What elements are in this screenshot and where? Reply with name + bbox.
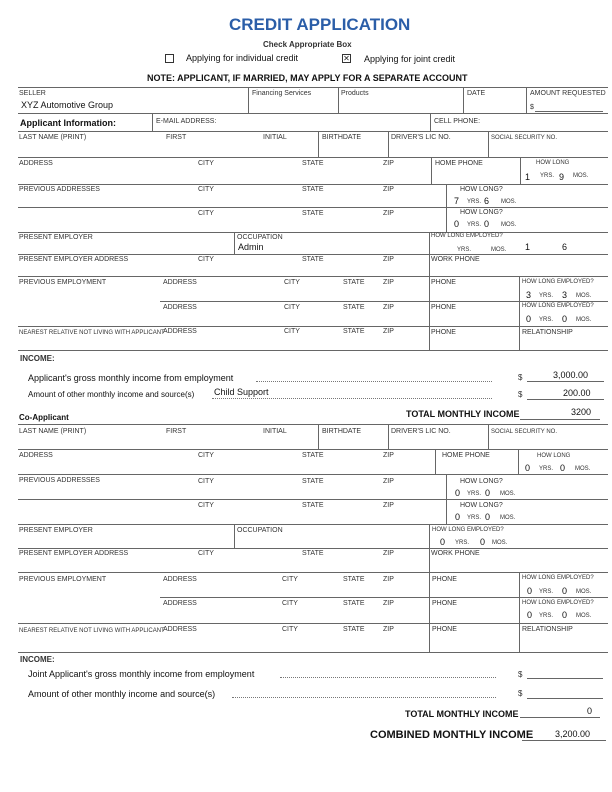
state-label: STATE	[343, 600, 365, 607]
yrs-label: YRS.	[455, 540, 470, 546]
city-label: CITY	[282, 626, 298, 633]
total-monthly-income-label: TOTAL MONTHLY INCOME	[406, 409, 520, 419]
gross-income-label: Applicant's gross monthly income from employment	[28, 373, 234, 383]
city-label: CITY	[198, 210, 214, 217]
zip-label: ZIP	[383, 626, 394, 633]
prev1-years-value[interactable]: 7	[454, 196, 460, 206]
how-long-employed-label: HOW LONG EMPLOYED?	[522, 600, 594, 606]
state-label: STATE	[302, 256, 324, 263]
city-label: CITY	[198, 550, 214, 557]
address-label: ADDRESS	[19, 452, 53, 459]
mos-label: MOS.	[501, 222, 517, 228]
checkmark-icon: ✕	[343, 54, 350, 63]
how-long-label: HOW LONG	[536, 160, 570, 166]
mos-label: MOS.	[500, 515, 516, 521]
last-name-label: LAST NAME (PRINT)	[19, 428, 87, 435]
date-label: DATE	[467, 90, 486, 97]
state-label: STATE	[343, 626, 365, 633]
combined-monthly-income-field[interactable]: 3,200.00	[555, 729, 591, 739]
joint-gross-income-field[interactable]	[527, 678, 603, 679]
ssn-label: SOCIAL SECURITY NO.	[491, 135, 558, 141]
prev2-years-value[interactable]: 0	[454, 219, 460, 229]
how-long-question: HOW LONG?	[460, 478, 503, 485]
prev2-months-value[interactable]: 0	[484, 219, 490, 229]
co-current-months-value[interactable]: 0	[560, 463, 566, 473]
amount-dollar: $	[530, 104, 534, 111]
zip-label: ZIP	[383, 576, 394, 583]
initial-label: INITIAL	[263, 134, 287, 141]
yrs-label: YRS.	[539, 317, 554, 323]
city-label: CITY	[198, 256, 214, 263]
total-monthly-income-label: TOTAL MONTHLY INCOME	[405, 709, 519, 719]
dollar-sign: $	[518, 670, 523, 679]
joint-credit-checkbox[interactable]	[342, 54, 351, 63]
phone-label: PHONE	[431, 329, 456, 336]
yrs-label: YRS.	[467, 515, 482, 521]
mos-label: MOS.	[576, 589, 592, 595]
state-label: STATE	[302, 550, 324, 557]
city-label: CITY	[282, 576, 298, 583]
prev-addresses-label: PREVIOUS ADDRESSES	[19, 477, 100, 484]
how-long-employed-label: HOW LONG EMPLOYED?	[431, 233, 503, 239]
home-phone-label: HOME PHONE	[442, 452, 490, 459]
state-label: STATE	[302, 210, 324, 217]
employer-address-label: PRESENT EMPLOYER ADDRESS	[19, 256, 129, 263]
yrs-label: YRS.	[539, 466, 554, 472]
state-label: STATE	[302, 478, 324, 485]
city-label: CITY	[282, 600, 298, 607]
co-current-years-value[interactable]: 0	[525, 463, 531, 473]
co-employed-months-value[interactable]: 0	[480, 537, 486, 547]
co-prev2-months-value[interactable]: 0	[485, 512, 491, 522]
prev-emp2-months-value[interactable]: 0	[562, 314, 568, 324]
mos-label: MOS.	[576, 317, 592, 323]
co-prev2-years-value[interactable]: 0	[455, 512, 461, 522]
yrs-label: YRS.	[540, 173, 555, 179]
joint-other-income-label: Amount of other monthly income and source(s)	[28, 689, 216, 699]
how-long-question: HOW LONG?	[460, 186, 503, 193]
relationship-label: RELATIONSHIP	[522, 626, 573, 633]
mos-label: MOS.	[500, 491, 516, 497]
yrs-label: YRS.	[539, 613, 554, 619]
zip-label: ZIP	[383, 279, 394, 286]
city-label: CITY	[284, 304, 300, 311]
prev-employment-label: PREVIOUS EMPLOYMENT	[19, 279, 107, 286]
work-phone-label: WORK PHONE	[431, 256, 480, 263]
mos-label: MOS.	[575, 466, 591, 472]
city-label: CITY	[198, 452, 214, 459]
state-label: STATE	[343, 328, 365, 335]
other-income-field[interactable]: 200.00	[563, 388, 591, 398]
co-prev-emp1-months-value[interactable]: 0	[562, 586, 568, 596]
nearest-relative-label: NEAREST RELATIVE NOT LIVING WITH APPLICANT	[19, 628, 165, 634]
yrs-label: YRS.	[467, 491, 482, 497]
ssn-label: SOCIAL SECURITY NO.	[491, 429, 558, 435]
birthdate-label: BIRTHDATE	[322, 134, 362, 141]
present-employer-label: PRESENT EMPLOYER	[19, 527, 93, 534]
birthdate-label: BIRTHDATE	[322, 428, 362, 435]
how-long-employed-label: HOW LONG EMPLOYED?	[522, 303, 594, 309]
state-label: STATE	[302, 160, 324, 167]
address-label: ADDRESS	[19, 160, 53, 167]
occupation-field[interactable]: Admin	[238, 242, 264, 252]
last-name-label: LAST NAME (PRINT)	[19, 134, 87, 141]
zip-label: ZIP	[383, 256, 394, 263]
occupation-label: OCCUPATION	[237, 234, 283, 241]
yrs-label: YRS.	[467, 222, 482, 228]
amount-requested-label: AMOUNT REQUESTED	[530, 90, 606, 97]
joint-credit-label: Applying for joint credit	[364, 54, 456, 64]
prev-emp1-years-value[interactable]: 3	[526, 290, 532, 300]
joint-other-income-field[interactable]	[527, 698, 603, 699]
joint-gross-income-label: Joint Applicant's gross monthly income from employment	[28, 669, 255, 679]
how-long-question: HOW LONG?	[460, 502, 503, 509]
address-label: ADDRESS	[163, 600, 197, 607]
employed-years-value[interactable]: 1	[525, 242, 531, 252]
seller-field[interactable]: XYZ Automotive Group	[21, 100, 114, 110]
zip-label: ZIP	[383, 160, 394, 167]
first-name-label: FIRST	[166, 134, 187, 141]
city-label: CITY	[198, 186, 214, 193]
mos-label: MOS.	[491, 247, 507, 253]
co-prev-emp1-years-value[interactable]: 0	[527, 586, 533, 596]
individual-credit-checkbox[interactable]	[165, 54, 174, 63]
zip-label: ZIP	[383, 304, 394, 311]
other-income-source-field[interactable]: Child Support	[214, 387, 269, 397]
present-employer-label: PRESENT EMPLOYER	[19, 234, 93, 241]
current-years-value[interactable]: 1	[525, 172, 531, 182]
zip-label: ZIP	[383, 186, 394, 193]
prev-addresses-label: PREVIOUS ADDRESSES	[19, 186, 100, 193]
married-note: NOTE: APPLICANT, IF MARRIED, MAY APPLY FOR A SEPARATE ACCOUNT	[147, 73, 468, 83]
zip-label: ZIP	[383, 328, 394, 335]
city-label: CITY	[198, 160, 214, 167]
current-months-value[interactable]: 9	[559, 172, 565, 182]
how-long-employed-label: HOW LONG EMPLOYED?	[432, 527, 504, 533]
city-label: CITY	[284, 279, 300, 286]
state-label: STATE	[343, 304, 365, 311]
prev-emp2-years-value[interactable]: 0	[526, 314, 532, 324]
email-label: E-MAIL ADDRESS:	[156, 118, 217, 125]
prev-emp1-months-value[interactable]: 3	[562, 290, 568, 300]
address-label: ADDRESS	[163, 279, 197, 286]
co-total-monthly-income-field[interactable]: 0	[587, 706, 593, 716]
drivers-lic-label: DRIVER'S LIC NO.	[391, 134, 451, 141]
prev-employment-label: PREVIOUS EMPLOYMENT	[19, 576, 107, 583]
total-monthly-income-field[interactable]: 3200	[571, 407, 592, 417]
yrs-label: YRS.	[467, 199, 482, 205]
page-title: CREDIT APPLICATION	[229, 15, 411, 34]
yrs-label: YRS.	[457, 247, 472, 253]
co-prev1-months-value[interactable]: 0	[485, 488, 491, 498]
home-phone-label: HOME PHONE	[435, 160, 483, 167]
employer-address-label: PRESENT EMPLOYER ADDRESS	[19, 550, 129, 557]
income-section-label: INCOME:	[20, 655, 55, 664]
co-prev-emp2-years-value[interactable]: 0	[527, 610, 533, 620]
gross-income-field[interactable]: 3,000.00	[553, 370, 589, 380]
zip-label: ZIP	[383, 550, 394, 557]
prev1-months-value[interactable]: 6	[484, 196, 490, 206]
address-label: ADDRESS	[163, 576, 197, 583]
mos-label: MOS.	[501, 199, 517, 205]
co-employed-years-value[interactable]: 0	[440, 537, 446, 547]
first-name-label: FIRST	[166, 428, 187, 435]
combined-monthly-income-label: COMBINED MONTHLY INCOME	[370, 729, 534, 741]
mos-label: MOS.	[492, 540, 508, 546]
zip-label: ZIP	[383, 502, 394, 509]
check-box-instruction: Check Appropriate Box	[263, 40, 352, 49]
phone-label: PHONE	[431, 279, 456, 286]
how-long-label: HOW LONG	[537, 453, 571, 459]
address-label: ADDRESS	[163, 304, 197, 311]
address-label: ADDRESS	[163, 626, 197, 633]
co-prev-emp2-months-value[interactable]: 0	[562, 610, 568, 620]
dollar-sign: $	[518, 689, 523, 698]
dollar-sign: $	[518, 390, 523, 399]
individual-credit-label: Applying for individual credit	[186, 53, 299, 63]
phone-label: PHONE	[432, 626, 457, 633]
products-label: Products	[341, 90, 369, 97]
how-long-question: HOW LONG?	[460, 209, 503, 216]
state-label: STATE	[302, 186, 324, 193]
relationship-label: RELATIONSHIP	[522, 329, 573, 336]
dollar-sign: $	[518, 373, 523, 382]
mos-label: MOS.	[576, 293, 592, 299]
coapplicant-section-title: Co-Applicant	[19, 413, 69, 422]
city-label: CITY	[284, 328, 300, 335]
employed-months-value[interactable]: 6	[562, 242, 568, 252]
how-long-employed-label: HOW LONG EMPLOYED?	[522, 575, 594, 581]
income-section-label: INCOME:	[20, 354, 55, 363]
zip-label: ZIP	[383, 600, 394, 607]
other-income-label: Amount of other monthly income and source(s)	[28, 390, 195, 399]
occupation-label: OCCUPATION	[237, 527, 283, 534]
drivers-lic-label: DRIVER'S LIC NO.	[391, 428, 451, 435]
mos-label: MOS.	[573, 173, 589, 179]
cell-phone-label: CELL PHONE:	[434, 118, 481, 125]
mos-label: MOS.	[576, 613, 592, 619]
applicant-section-title: Applicant Information:	[20, 118, 116, 128]
financing-label: Financing Services	[252, 90, 312, 97]
co-prev1-years-value[interactable]: 0	[455, 488, 461, 498]
city-label: CITY	[198, 478, 214, 485]
state-label: STATE	[302, 502, 324, 509]
state-label: STATE	[302, 452, 324, 459]
yrs-label: YRS.	[539, 293, 554, 299]
state-label: STATE	[343, 279, 365, 286]
yrs-label: YRS.	[539, 589, 554, 595]
city-label: CITY	[198, 502, 214, 509]
work-phone-label: WORK PHONE	[431, 550, 480, 557]
zip-label: ZIP	[383, 452, 394, 459]
zip-label: ZIP	[383, 210, 394, 217]
phone-label: PHONE	[432, 600, 457, 607]
phone-label: PHONE	[431, 304, 456, 311]
seller-label: SELLER	[19, 90, 46, 97]
initial-label: INITIAL	[263, 428, 287, 435]
address-label: ADDRESS	[163, 328, 197, 335]
nearest-relative-label: NEAREST RELATIVE NOT LIVING WITH APPLICANT	[19, 330, 165, 336]
how-long-employed-label: HOW LONG EMPLOYED?	[522, 279, 594, 285]
phone-label: PHONE	[432, 576, 457, 583]
zip-label: ZIP	[383, 478, 394, 485]
state-label: STATE	[343, 576, 365, 583]
